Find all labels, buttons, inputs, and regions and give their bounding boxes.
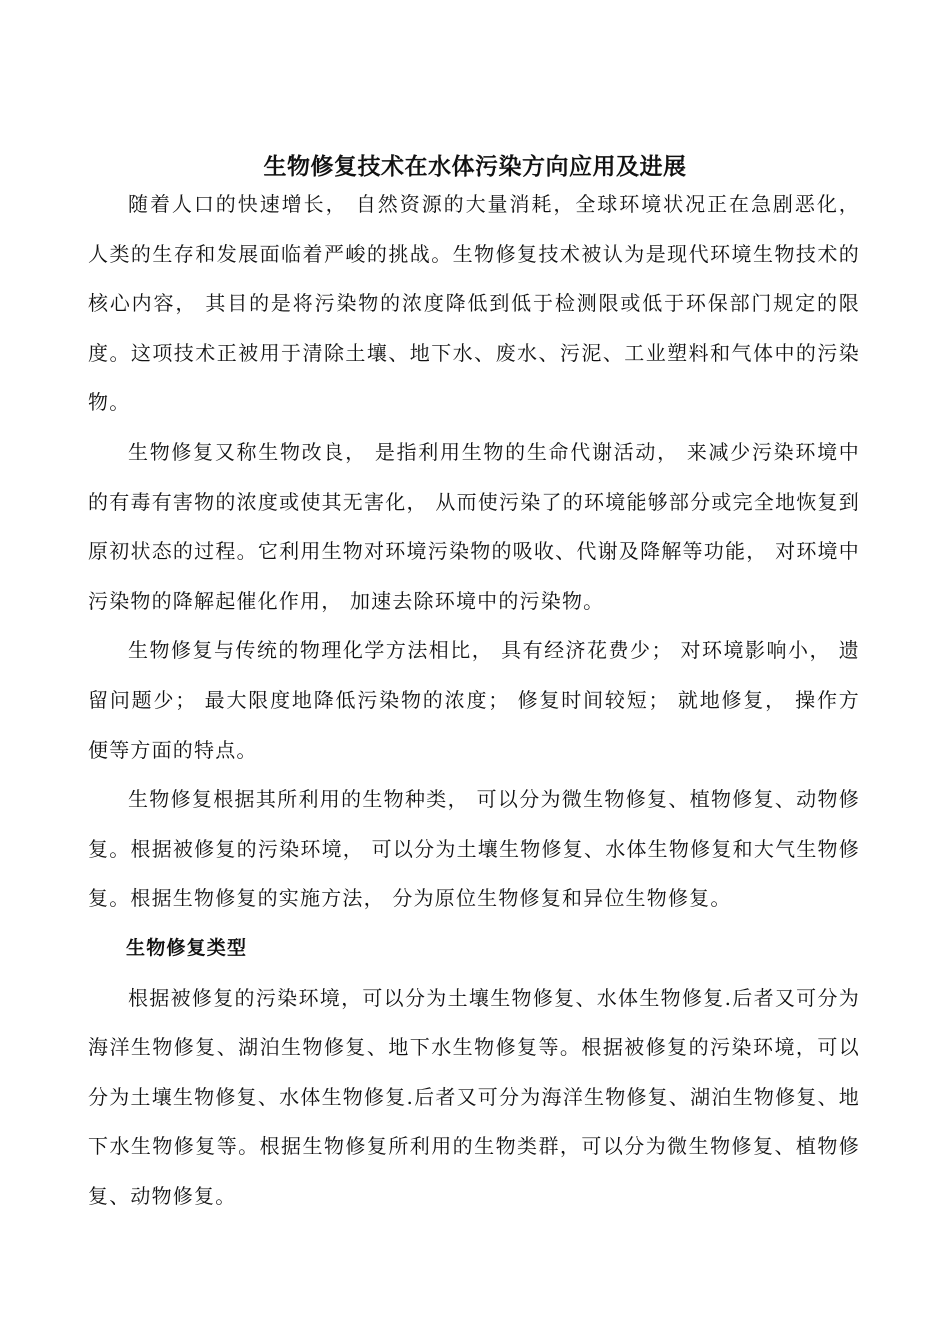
paragraph-classification: 生物修复根据其所利用的生物种类， 可以分为微生物修复、植物修复、动物修复。根据被修复的污染环境， 可以分为土壤生物修复、水体生物修复和大气生物修复。根据生物修复的实施方法， 分为原位生物修复和异位生物修复。	[88, 787, 860, 911]
paragraph-advantages: 生物修复与传统的物理化学方法相比， 具有经济花费少； 对环境影响小， 遗留问题少； 最大限度地降低污染物的浓度； 修复时间较短； 就地修复， 操作方便等方面的特点。	[88, 638, 860, 762]
document-body	[88, 180, 860, 1221]
section-heading: 生物修复类型	[126, 936, 248, 959]
paragraph-intro: 随着人口的快速增长， 自然资源的大量消耗，全球环境状况正在急剧恶化， 人类的生存和发展面临着严峻的挑战。生物修复技术被认为是现代环境生物技术的核心内容， 其目的是将污染物的浓度降低到低于检测限或低于环保部门规定的限度。这项技术正被用于清除土壤、地下水、废水、污泥、工业塑料和气体中的污染物。	[88, 192, 860, 415]
paragraph-definition: 生物修复又称生物改良， 是指利用生物的生命代谢活动， 来减少污染环境中的有毒有害物的浓度或使其无害化， 从而使污染了的环境能够部分或完全地恢复到原初状态的过程。它利用生物对环境污染物的吸收、代谢及降解等功能， 对环境中污染物的降解起催化作用， 加速去除环境中的污染物。	[88, 439, 860, 613]
paragraph-types: 根据被修复的污染环境，可以分为土壤生物修复、水体生物修复.后者又可分为海洋生物修复、湖泊生物修复、地下水生物修复等。根据被修复的污染环境，可以分为土壤生物修复、水体生物修复.后者又可分为海洋生物修复、湖泊生物修复、地下水生物修复等。根据生物修复所利用的生物类群，可以分为微生物修复、植物修复、动物修复。	[88, 985, 860, 1208]
document-title: 生物修复技术在水体污染方向应用及进展	[263, 154, 687, 181]
